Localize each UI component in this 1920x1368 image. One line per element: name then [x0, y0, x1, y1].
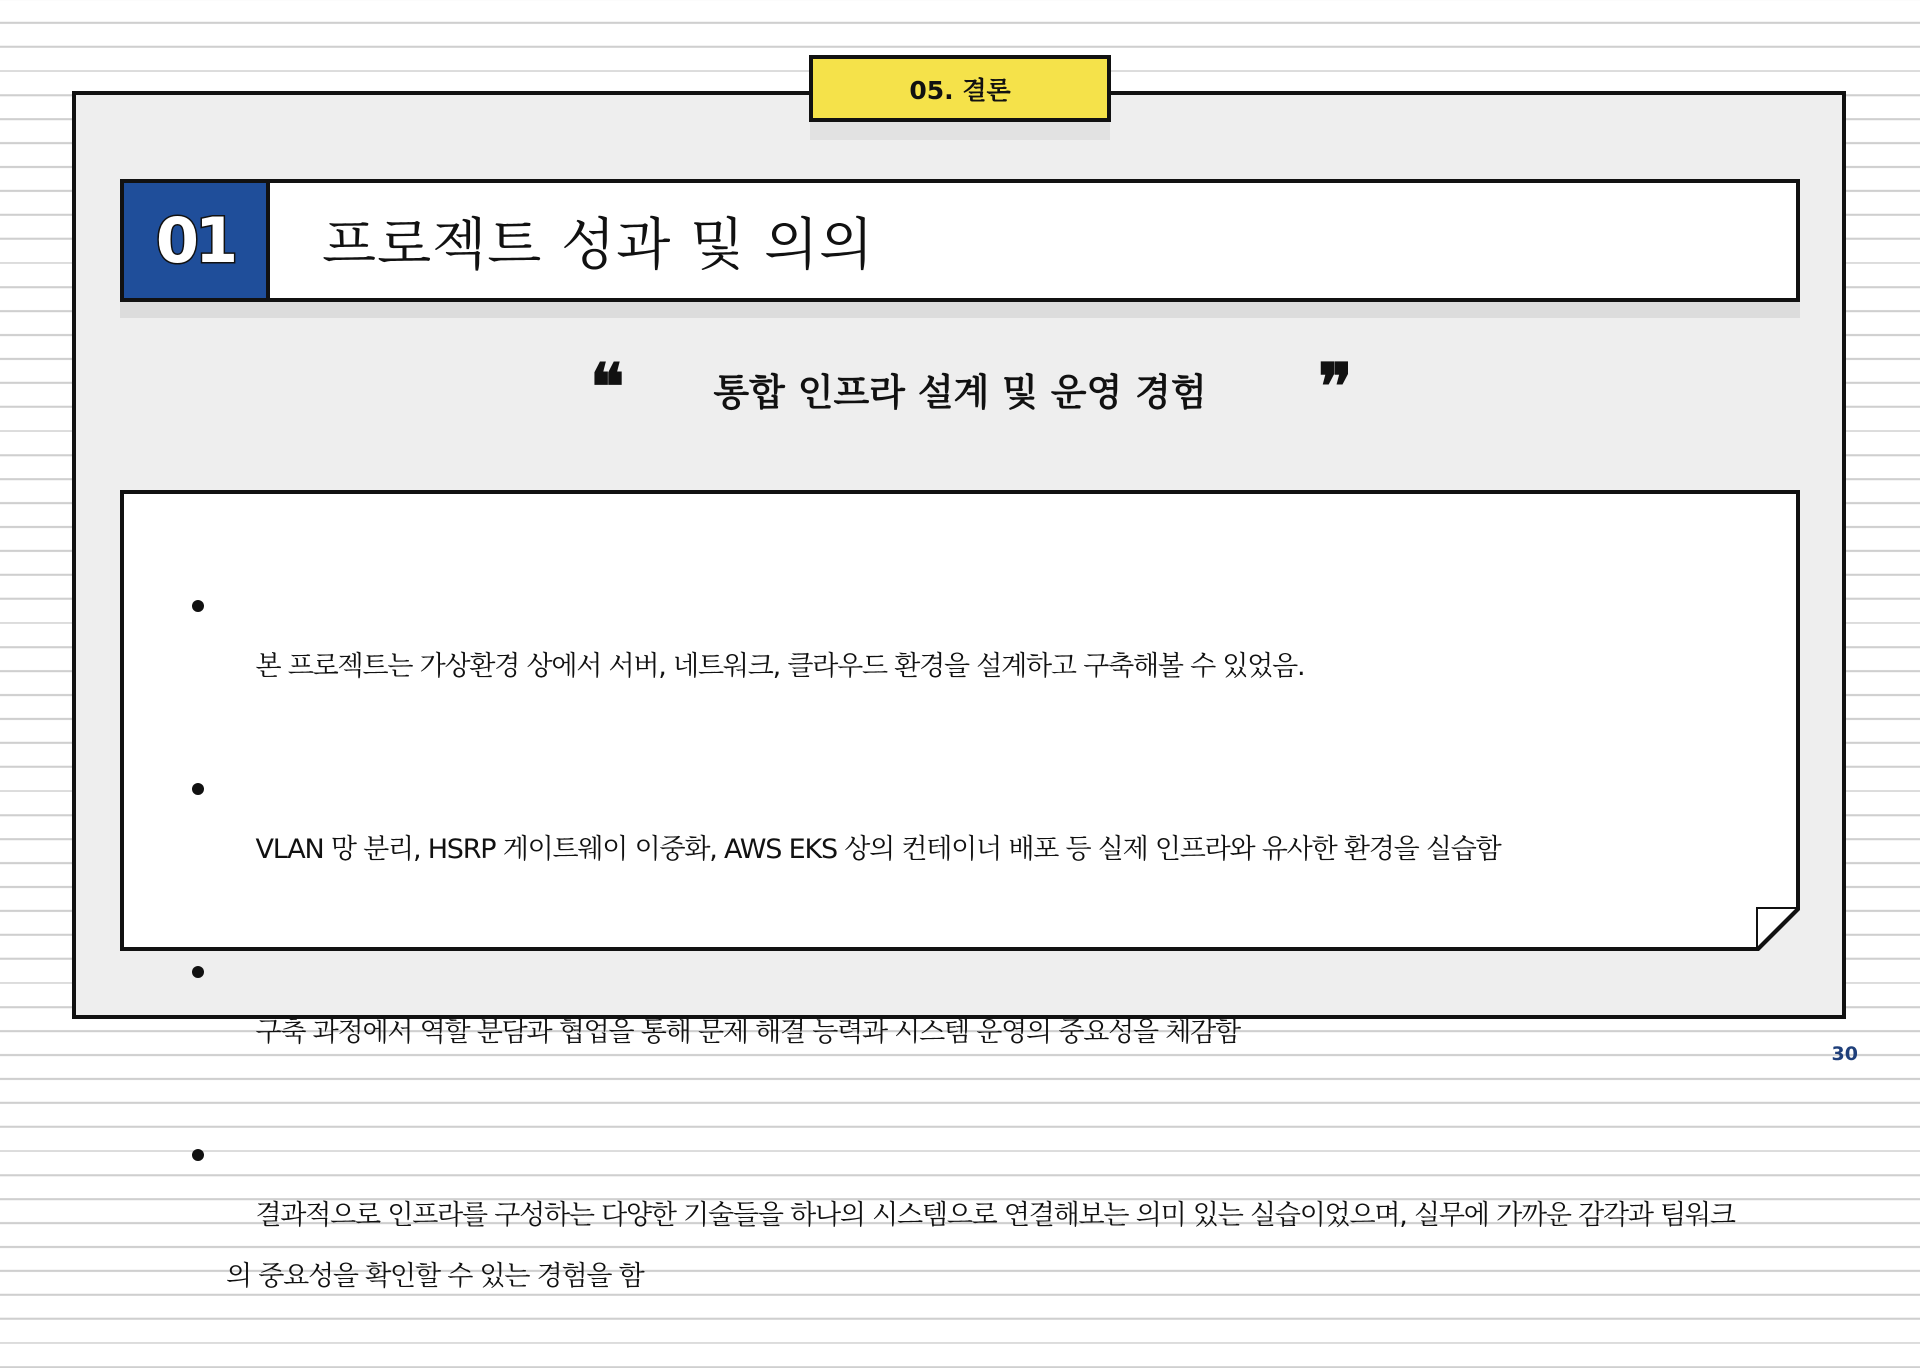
section-label: 05. 결론	[909, 75, 1011, 105]
bullet-item	[186, 1124, 1746, 1368]
bullet-dot-icon	[192, 966, 204, 978]
bullet-dot-icon	[192, 783, 204, 795]
bullet-item	[186, 941, 1746, 1124]
bullet-dot-icon	[192, 1149, 204, 1161]
close-quote-icon: ❞	[1318, 350, 1353, 425]
bullet-text: 결과적으로 인프라를 구성하는 다양한 기술들을 하나의 시스템으로 연결해보는 의미 있는 실습이었으며, 실무에 가까운 감각과 팀워크의 중요성을 확인할 수 있는 경험을 함	[226, 1200, 1735, 1292]
bullet-list	[186, 575, 1746, 1368]
bullet-item	[186, 758, 1746, 941]
bullet-text: VLAN 망 분리, HSRP 게이트웨이 이중화, AWS EKS 상의 컨테이너 배포 등 실제 인프라와 유사한 환경을 실습함	[255, 834, 1501, 865]
bullet-item	[186, 575, 1746, 758]
title-number-badge: 01	[124, 183, 270, 298]
open-quote-icon: ❝	[590, 350, 625, 425]
bullet-text: 구축 과정에서 역할 분담과 협업을 통해 문제 해결 능력과 시스템 운영의 중요성을 체감함	[255, 1017, 1240, 1048]
bullet-dot-icon	[192, 600, 204, 612]
title-bar	[120, 179, 1800, 302]
page-title: 프로젝트 성과 및 의의	[322, 212, 875, 278]
bullet-text: 본 프로젝트는 가상환경 상에서 서버, 네트워크, 클라우드 환경을 설계하고 구축해볼 수 있었음.	[255, 651, 1305, 682]
section-tab	[809, 55, 1111, 122]
page-number: 30	[1831, 1043, 1858, 1065]
quote-heading: 통합 인프라 설계 및 운영 경험	[713, 371, 1207, 414]
page-fold-icon	[1756, 907, 1800, 951]
